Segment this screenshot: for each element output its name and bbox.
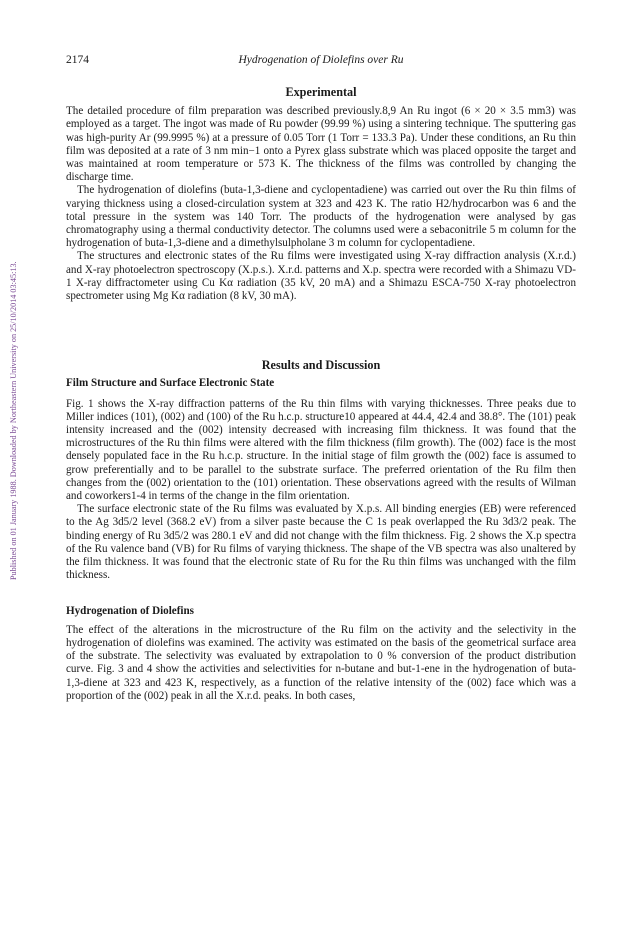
publication-note[interactable]: Published on 01 January 1988. Downloaded by Northeastern University on 25/10/2014 03:45:13. [9,261,18,580]
experimental-paragraph-1: The detailed procedure of film preparation was described previously.8,9 An Ru ingot (6 × 20 × 3.5 mm3) was employed as a target. The ingot was made of Ru powder (99.99 %) using a sintering technique. The sputtering gas was high-purity Ar (99.9995 %) at a pressure of 0.05 Torr (1 Torr = 133.3 Pa). Under these conditions, an Ru thin film was deposited at a rate of 3 nm min−1 onto a Pyrex glass substrate which was placed opposite the target and was maintained at room temperature or 573 K. The thickness of the films was controlled by changing the discharge time. [66,105,576,184]
film-structure-paragraph-1: Fig. 1 shows the X-ray diffraction patterns of the Ru thin films with varying thicknesses. Three peaks due to Miller indices (101), (002) and (100) of the Ru h.c.p. structure10 appeared at 44.4, 42.4 and 38.8°. The (101) peak intensity increased and the (002) intensity decreased with increasing film thickness. It was found that the microstructures of the Ru thin films were altered with the film thickness (film growth). The (002) face is the most densely populated face in the Ru h.c.p. structure. In the initial stage of film growth the (002) face is assumed to grow preferentially and to be parallel to the substrate surface. The preferred orientation of the Ru film then changes from the (002) orientation to the (101) orientation. These observations agreed with the results of Wilman and coworkers1-4 in terms of the change in the film orientation. [66,397,576,503]
results-heading: Results and Discussion [261,358,381,373]
page-number: 2174 [66,54,89,66]
film-structure-subsection [66,377,576,582]
article-body [66,86,576,703]
experimental-heading: Experimental [285,85,357,99]
hydrogenation-paragraph-1: The effect of the alterations in the microstructure of the Ru film on the activity and the selectivity in the hydrogenation of diolefins was examined. The activity was estimated on the basis of the geometrical surface area of the substrate. The selectivity was evaluated by extrapolation to 0 % conversion of the product distribution curve. Fig. 3 and 4 show the activities and selectivities for n-butane and but-1-ene in the hydrogenation of buta-1,3-diene at 323 and 423 K, respectively, as a function of the relative intensity of the (002) face which was a proportion of the (002) peak in all the X.r.d. peaks. In both cases, [66,623,576,702]
film-structure-heading: Film Structure and Surface Electronic State [66,377,275,390]
experimental-paragraph-2: The hydrogenation of diolefins (buta-1,3-diene and cyclopentadiene) was carried out over the Ru thin films of varying thickness using a closed-circulation system at 323 and 423 K. The ratio H2/hydrocarbon was 6 and the total pressure in the system was 140 Torr. The products of the hydrogenation were analysed by gas chromatography using a thermal conductivity detector. The columns used were a sebaconitrile 5 m column for the hydrogenation of buta-1,3-diene and a dimethylsulpholane 3 m column for cyclopentadiene. [66,184,576,250]
experimental-paragraph-3: The structures and electronic states of the Ru films were investigated using X-ray diffraction analysis (X.r.d.) and X-ray photoelectron spectroscopy (X.p.s.). X.r.d. patterns and X.p. spectra were recorded with a Shimazu VD-1 X-ray diffractometer using Cu Kα radiation (35 kV, 20 mA) and a Shimazu ESCA-750 X-ray photoelectron spectrometer using Mg Kα radiation (8 kV, 30 mA). [66,250,576,303]
running-title: Hydrogenation of Diolefins over Ru [238,54,404,66]
publication-sidebar [0,150,20,580]
page-header [66,54,576,70]
hydrogenation-heading: Hydrogenation of Diolefins [66,604,194,617]
experimental-section [66,86,576,303]
film-structure-paragraph-2: The surface electronic state of the Ru films was evaluated by X.p.s. All binding energies (EB) were referenced to the Ag 3d5/2 level (368.2 eV) from a silver paste because the C 1s peak overlapped the Ru 3d3/2 peak. The binding energy of Ru 3d5/2 was 280.1 eV and did not change with the film thickness. Fig. 2 shows the X.p spectra of the Ru valence band (VB) for Ru films of varying thickness. The shape of the VB spectra was also unaltered by the film thickness. It was found that the electronic state of Ru for the Ru thin films was unchanged with the film thickness. [66,503,576,582]
hydrogenation-subsection [66,605,576,703]
results-section [66,359,576,703]
